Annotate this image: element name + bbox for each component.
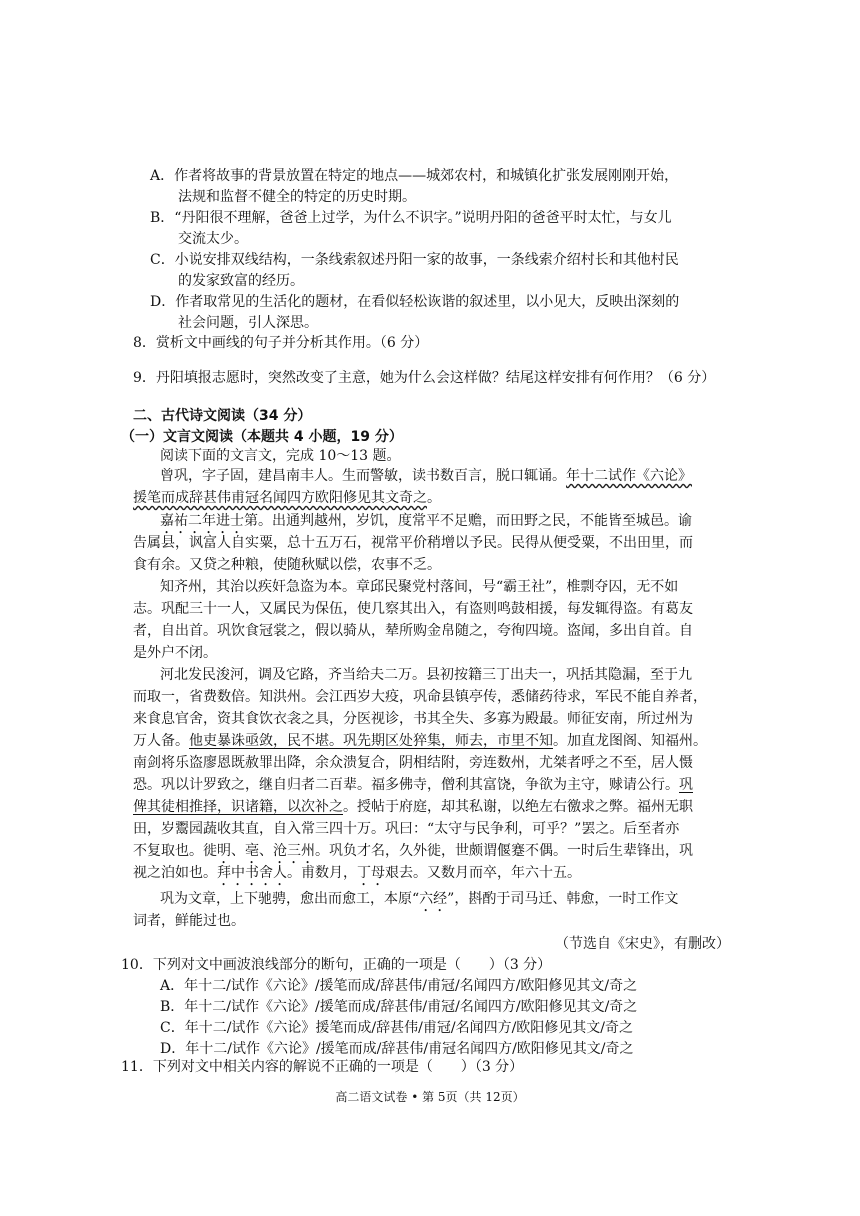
passage-text: 巩为文章，上下驰骋，愈出而愈工，本原“ (160, 891, 420, 907)
dotted-text: 六经 (419, 891, 448, 907)
passage-line (133, 774, 733, 796)
passage-text: 艰去。又数月而卒，年六十五。 (385, 865, 581, 881)
passage-line (133, 796, 733, 818)
dotted-text: 嘉祐二年进士 (160, 513, 244, 529)
passage-line: 告属县，讽富人自实粟，总十五万石，视常平价稍增以予民。民得从便受粟，不出田里，而 (133, 535, 693, 551)
passage-text: 恐。巩以计罗致之，继自归者二百辈。福多佛寺，僧利其富饶，争欲为主守，赇请公行。 (133, 777, 679, 793)
passage-line: 河北发民浚河，调及它路，齐当给夫二万。县初按籍三丁出夫一，巩括其隐漏，至于九 (160, 667, 692, 683)
passage-line: 食有余。又贷之种粮，使随秋赋以偿，农事不乏。 (133, 557, 441, 573)
passage-text: 。 (427, 490, 441, 506)
passage-line (133, 487, 733, 509)
dotted-text: 明、亳、沧三州 (217, 843, 315, 859)
underlined-text: 俾其徒相推择，识诸籍，以次补之 (133, 799, 343, 815)
passage-line: 南剑将乐盗廖恩既赦罪出降，余众溃复合，阴相结附，旁连数州，尤桀者呼之不至，居人慑 (133, 755, 693, 771)
passage-line (160, 465, 760, 487)
passage-text: 。授帖于府庭，却其私谢，以绝左右徼求之弊。福州无职 (343, 799, 693, 815)
option-c-line2: 的发家致富的经历。 (178, 273, 304, 289)
passage-text: 。甫数月， (287, 865, 357, 881)
dotted-text: 拜中书舍人 (217, 865, 287, 881)
passage-text: 曾巩，字子固，建昌南丰人。生而警敏，读书数百言，脱口辄诵。 (160, 468, 566, 484)
q10-option-a: A．年十二/试作《六论》/援笔而成/辞甚伟/甫冠/名闻四方/欧阳修见其文/奇之 (160, 978, 638, 994)
passage-text: 视之泊如也。 (133, 865, 217, 881)
underlined-text: 巩 (679, 777, 693, 793)
q10-option-d: D．年十二/试作《六论》/援笔而成/辞甚伟/甫冠名闻四方/欧阳修见其文/奇之 (160, 1041, 634, 1057)
passage-line: 是外户不闭。 (133, 645, 217, 661)
question-11: 11．下列对文中相关内容的解说不正确的一项是（ ）（3 分） (121, 1059, 524, 1075)
option-d-line2: 社会问题，引人深思。 (178, 315, 318, 331)
page-footer: 高二语文试卷 • 第 5页（共 12页） (335, 1090, 525, 1104)
passage-line: 而取一，省费数倍。知洪州。会江西岁大疫，巩命县镇亭传，悉储药待求，军民不能自养者， (133, 689, 707, 705)
question-10: 10．下列对文中画波浪线部分的断句，正确的一项是（ ）（3 分） (121, 957, 552, 973)
underlined-text: 他吏暴诛亟敛，民不堪。巩先期区处猝集，师去，市里不知 (189, 733, 553, 749)
question-9: 9．丹阳填报志愿时，突然改变了主意，她为什么会这样做？结尾这样安排有何作用？（6 分） (133, 370, 716, 386)
option-a-line2: 法规和监督不健全的特定的历史时期。 (178, 189, 416, 205)
option-b-line2: 交流太少。 (178, 231, 248, 247)
option-d-line1: D．作者取常见的生活化的题材，在看似轻松诙谐的叙述里，以小见大，反映出深刻的 (150, 294, 680, 310)
option-b-line1: B．“丹阳很不理解，爸爸上过学，为什么不识字。”说明丹阳的爸爸平时太忙，与女儿 (150, 210, 672, 226)
wavy-underlined-text: 援笔而成辞甚伟甫冠名闻四方欧阳修见其文奇之 (133, 490, 427, 506)
passage-line (133, 730, 733, 752)
passage-line: 志。巩配三十一人，又属民为保伍，使几察其出入，有盗则鸣鼓相援，每发辄得盗。有葛友 (133, 601, 693, 617)
passage-line: 知齐州，其治以疾奸急盗为本。章邱民聚党村落间，号“霸王社”，椎剽夺囚，无不如 (160, 579, 679, 595)
question-8: 8．赏析文中画线的句子并分析其作用。（6 分） (133, 335, 429, 351)
passage-text: 。加直龙图阁、知福州。 (553, 733, 707, 749)
passage-source: （节选自《宋史》，有删改） (555, 936, 730, 952)
passage-text: 。巩负才名，久外徙，世颇谓偃蹇不偶。一时后生辈锋出，巩 (315, 843, 693, 859)
wavy-underlined-text: 年十二试作《六论》 (566, 468, 692, 484)
option-a-line1: A．作者将故事的背景放置在特定的地点——城郊农村，和城镇化扩张发展刚刚开始， (150, 168, 679, 184)
passage-line: 者，自出首。巩饮食冠裳之，假以骑从，辇所购金帛随之，夸徇四境。盗闻，多出自首。自 (133, 623, 693, 639)
passage-text: 不复取也。徙 (133, 843, 217, 859)
instruction: 阅读下面的文言文，完成 10～13 题。 (160, 448, 401, 464)
dotted-text: 丁母 (357, 865, 385, 881)
passage-line (133, 862, 733, 889)
option-c-line1: C．小说安排双线结构，一条线索叙述丹阳一家的故事，一条线索介绍村长和其他村民 (150, 252, 679, 268)
subsection-title: （一）文言文阅读（本题共 4 小题，19 分） (121, 429, 403, 445)
passage-text: 万人备。 (133, 733, 189, 749)
passage-text: ”，斟酌于司马迁、韩愈，一时工作文 (447, 891, 679, 907)
passage-line: 来食息官舍，资其食饮衣衾之具，分医视诊，书其全失、多寡为殿最。师征安南，所过州为 (133, 711, 693, 727)
passage-text: 第。出通判越州，岁饥，度常平不足赡，而田野之民，不能皆至城邑。谕 (244, 513, 692, 529)
passage-line: 词者，鲜能过也。 (133, 913, 245, 929)
q10-option-b: B．年十二/试作《六论》/援笔而成/辞甚伟/甫冠/名闻四方/欧阳修见其文/奇之 (160, 999, 638, 1015)
section-title: 二、古代诗文阅读（34 分） (133, 408, 312, 424)
passage-line: 田，岁鬻园蔬收其直，自入常三四十万。巩曰：“太守与民争利，可乎？”罢之。后至者亦 (133, 821, 680, 837)
q10-option-c: C．年十二/试作《六论》援笔而成/辞甚伟/甫冠/名闻四方/欧阳修见其文/奇之 (160, 1020, 634, 1036)
